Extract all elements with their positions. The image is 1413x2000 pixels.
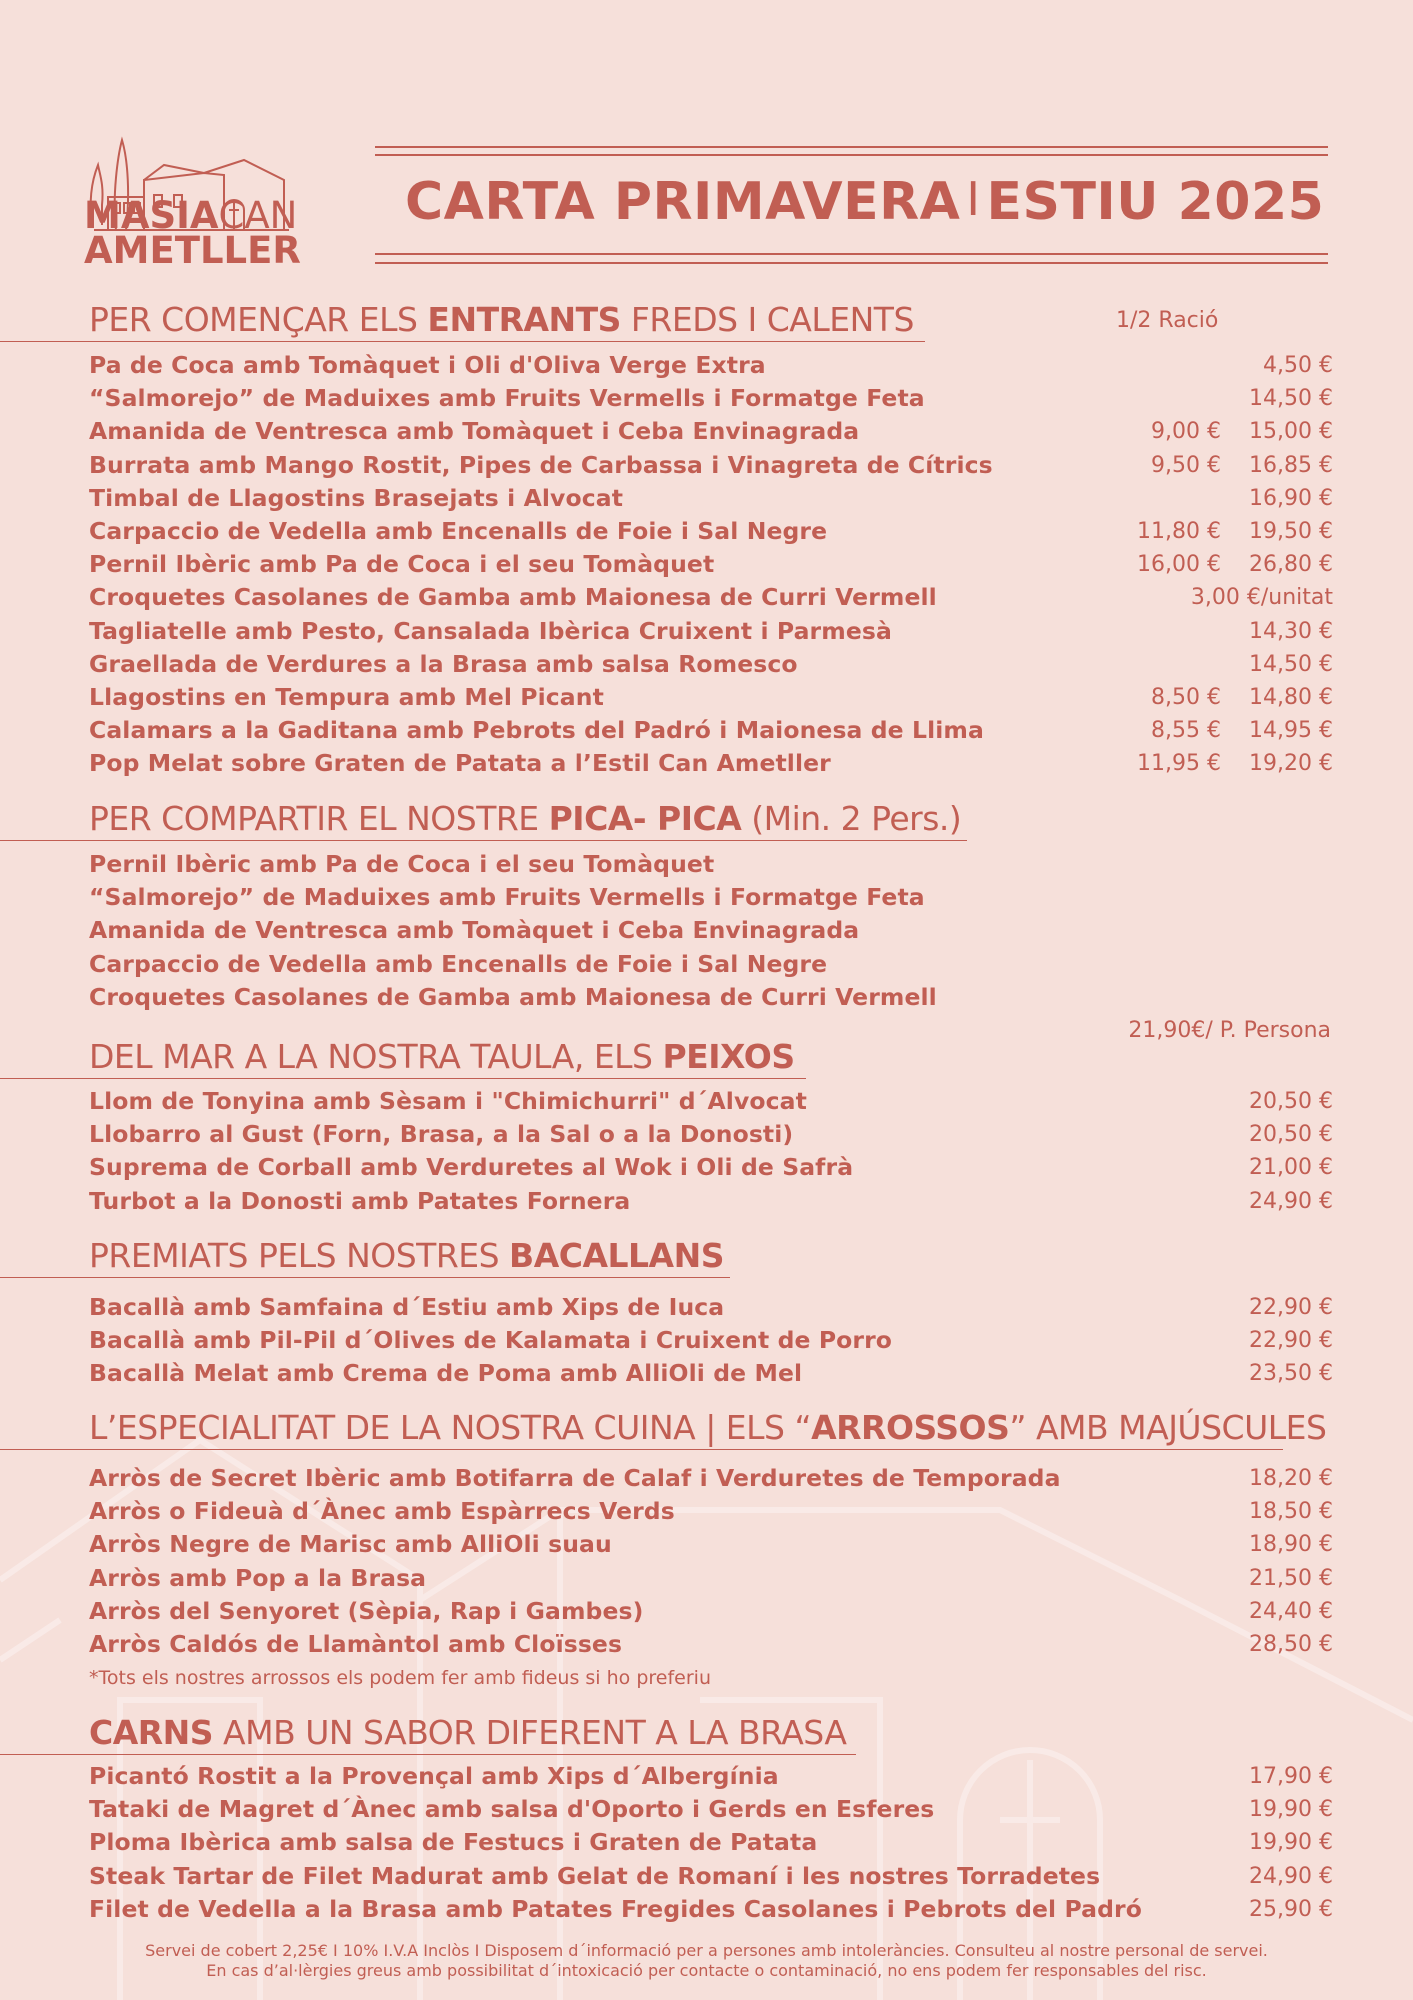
- menu-item-row: [89, 1628, 1333, 1661]
- dish-price: 22,90 €: [1249, 1328, 1333, 1354]
- menu-item-row: [89, 848, 1333, 881]
- full-price: 14,50 €: [1249, 651, 1333, 677]
- picapica-price: 21,90€/ P. Persona: [1128, 1018, 1331, 1043]
- full-price: 4,50 €: [1263, 353, 1333, 378]
- dish-price: 20,50 €: [1249, 1089, 1333, 1114]
- half-price: 11,95 €: [1137, 751, 1221, 777]
- menu-item-row: [89, 1185, 1333, 1218]
- dish-name: Turbot a la Donosti amb Patates Fornera: [89, 1186, 631, 1215]
- dish-price: 18,20 €: [1249, 1466, 1333, 1491]
- footer-line-2: En cas d’al·lèrgies greus amb possibilitat d´intoxicació per contacte o contaminació, no ens podem fer responsables del risc.: [206, 1961, 1207, 1980]
- dish-price: 17,90 €: [1249, 1764, 1333, 1789]
- dish-name: Amanida de Ventresca amb Tomàquet i Ceba Envinagrada: [89, 417, 860, 446]
- full-price: 15,00 €: [1249, 419, 1333, 445]
- half-price: 9,00 €: [1151, 419, 1221, 445]
- menu-item-row: [89, 1085, 1333, 1118]
- title-rule-top-2: [375, 154, 1328, 156]
- dish-name: Croquetes Casolanes de Gamba amb Maionesa de Curri Vermell: [89, 982, 937, 1011]
- dish-price: 19,90 €: [1249, 1830, 1333, 1856]
- dish-name: Carpaccio de Vedella amb Encenalls de Foie i Sal Negre: [89, 949, 828, 978]
- full-price: 16,85 €: [1249, 452, 1333, 478]
- dish-name: Suprema de Corball amb Verduretes al Wok i Oli de Safrà: [89, 1153, 854, 1182]
- dish-name: Arròs de Secret Ibèric amb Botifarra de Calaf i Verduretes de Temporada: [89, 1464, 1061, 1492]
- menu-item-row: [89, 1357, 1333, 1390]
- arrossos-list: [89, 1462, 1333, 1661]
- picapica-list: [89, 848, 1333, 1014]
- half-ration-header: 1/2 Ració: [1116, 308, 1219, 333]
- dish-price: 28,50 €: [1249, 1631, 1333, 1657]
- dish-name: Picantó Rostit a la Provençal amb Xips d´Albergínia: [89, 1762, 779, 1790]
- menu-item-row: [89, 648, 1333, 681]
- half-price: 9,50 €: [1151, 452, 1221, 478]
- menu-item-row: [89, 681, 1333, 714]
- title-rule-bottom-1: [375, 253, 1328, 255]
- menu-item-row: [89, 1291, 1333, 1324]
- dish-name: Burrata amb Mango Rostit, Pipes de Carbassa i Vinagreta de Cítrics: [89, 450, 993, 479]
- dish-name: Bacallà amb Samfaina d´Estiu amb Xips de Iuca: [89, 1293, 725, 1321]
- dish-price: 21,50 €: [1249, 1565, 1333, 1591]
- dish-name: Tataki de Magret d´Ànec amb salsa d'Oporto i Gerds en Esferes: [89, 1795, 935, 1824]
- dish-name: Steak Tartar de Filet Madurat amb Gelat de Romaní i les nostres Torradetes: [89, 1861, 1101, 1890]
- dish-name: Arròs amb Pop a la Brasa: [89, 1563, 427, 1592]
- dish-name: Llobarro al Gust (Forn, Brasa, a la Sal o a la Donosti): [89, 1120, 794, 1149]
- menu-item-row: [89, 1495, 1333, 1528]
- menu-item-row: [89, 1893, 1333, 1926]
- menu-item-row: [89, 581, 1333, 614]
- arrossos-note: *Tots els nostres arrossos els podem fer amb fideus si ho preferiu: [89, 1667, 711, 1689]
- menu-item-row: [89, 1595, 1333, 1628]
- menu-item-row: [89, 449, 1333, 482]
- dish-name: Llagostins en Tempura amb Mel Picant: [89, 682, 604, 711]
- dish-name: Timbal de Llagostins Brasejats i Alvocat: [89, 483, 624, 512]
- menu-item-row: [89, 1151, 1333, 1184]
- full-price: 19,50 €: [1249, 518, 1333, 544]
- full-price: 16,90 €: [1249, 485, 1333, 511]
- menu-item-row: [89, 881, 1333, 914]
- menu-item-row: [89, 548, 1333, 581]
- section-title: DEL MAR A LA NOSTRA TAULA, ELS PEIXOS: [0, 1037, 806, 1079]
- dish-price: 21,00 €: [1249, 1155, 1333, 1181]
- dish-price: 23,50 €: [1249, 1361, 1333, 1387]
- title-rule-bottom-2: [375, 262, 1328, 264]
- dish-name: Filet de Vedella a la Brasa amb Patates Fregides Casolanes i Pebrots del Padró: [89, 1894, 1142, 1923]
- menu-item-row: [89, 747, 1333, 780]
- dish-name: “Salmorejo” de Maduixes amb Fruits Vermells i Formatge Feta: [89, 883, 925, 912]
- menu-item-row: [89, 1760, 1333, 1793]
- menu-item-row: [89, 1462, 1333, 1495]
- dish-price: 22,90 €: [1249, 1295, 1333, 1320]
- section-peixos: [0, 1037, 806, 1079]
- full-price: 14,50 €: [1249, 386, 1333, 412]
- dish-price: 18,50 €: [1249, 1499, 1333, 1525]
- dish-price: 24,40 €: [1249, 1598, 1333, 1624]
- dish-price: 20,50 €: [1249, 1122, 1333, 1148]
- section-title: PREMIATS PELS NOSTRES BACALLANS: [0, 1236, 730, 1278]
- dish-name: “Salmorejo” de Maduixes amb Fruits Vermells i Formatge Feta: [89, 384, 925, 413]
- dish-name: Llom de Tonyina amb Sèsam i "Chimichurri" d´Alvocat: [89, 1087, 807, 1115]
- full-price: 14,30 €: [1249, 618, 1333, 644]
- menu-item-row: [89, 349, 1333, 382]
- menu-item-row: [89, 1826, 1333, 1859]
- bacallans-list: [89, 1291, 1333, 1391]
- dish-name: Amanida de Ventresca amb Tomàquet i Ceba Envinagrada: [89, 916, 860, 945]
- dish-name: Carpaccio de Vedella amb Encenalls de Foie i Sal Negre: [89, 516, 828, 545]
- half-price: 8,50 €: [1151, 684, 1221, 710]
- carns-list: [89, 1760, 1333, 1926]
- dish-name: Pop Melat sobre Graten de Patata a l’Estil Can Ametller: [89, 749, 831, 778]
- menu-item-row: [89, 1562, 1333, 1595]
- dish-name: Calamars a la Gaditana amb Pebrots del Padró i Maionesa de Llima: [89, 716, 984, 745]
- dish-name: Ploma Ibèrica amb salsa de Festucs i Graten de Patata: [89, 1828, 818, 1857]
- section-title: PER COMENÇAR ELS ENTRANTS FREDS I CALENTS: [0, 300, 925, 342]
- dish-price: 19,90 €: [1249, 1797, 1333, 1823]
- dish-name: Graellada de Verdures a la Brasa amb salsa Romesco: [89, 649, 798, 678]
- menu-item-row: [89, 981, 1333, 1014]
- menu-item-row: [89, 382, 1333, 415]
- dish-name: Pa de Coca amb Tomàquet i Oli d'Oliva Verge Extra: [89, 351, 766, 379]
- unit-price: 3,00 €/unitat: [1190, 585, 1333, 611]
- dish-price: 25,90 €: [1249, 1896, 1333, 1922]
- section-title: CARNS AMB UN SABOR DIFERENT A LA BRASA: [0, 1713, 856, 1755]
- full-price: 19,20 €: [1249, 751, 1333, 777]
- section-carns: [0, 1713, 856, 1755]
- dish-price: 18,90 €: [1249, 1532, 1333, 1558]
- full-price: 26,80 €: [1249, 552, 1333, 578]
- dish-name: Arròs o Fideuà d´Ànec amb Espàrrecs Verds: [89, 1497, 675, 1526]
- half-price: 16,00 €: [1137, 552, 1221, 578]
- entrants-list: [89, 349, 1333, 780]
- dish-name: Arròs del Senyoret (Sèpia, Rap i Gambes): [89, 1596, 644, 1625]
- page-title: CARTA PRIMAVERA I ESTIU 2025: [405, 172, 1325, 232]
- menu-item-row: [89, 948, 1333, 981]
- full-price: 14,80 €: [1249, 684, 1333, 710]
- dish-name: Bacallà Melat amb Crema de Poma amb AlliOli de Mel: [89, 1359, 803, 1388]
- section-picapica: [0, 799, 967, 841]
- section-title: L’ESPECIALITAT DE LA NOSTRA CUINA | ELS “ARROSSOS” AMB MAJÚSCULES: [0, 1408, 1283, 1450]
- menu-item-row: [89, 615, 1333, 648]
- title-rule-top-1: [375, 146, 1328, 148]
- section-arrossos: [0, 1408, 1327, 1450]
- dish-name: Croquetes Casolanes de Gamba amb Maionesa de Curri Vermell: [89, 583, 937, 612]
- full-price: 14,95 €: [1249, 718, 1333, 744]
- peixos-list: [89, 1085, 1333, 1218]
- section-title: PER COMPARTIR EL NOSTRE PICA- PICA (Min. 2 Pers.): [0, 799, 967, 841]
- menu-item-row: [89, 914, 1333, 947]
- section-bacallans: [0, 1236, 730, 1278]
- half-price: 11,80 €: [1137, 518, 1221, 544]
- section-entrants: [0, 300, 925, 342]
- menu-item-row: [89, 1118, 1333, 1151]
- dish-price: 24,90 €: [1249, 1188, 1333, 1214]
- menu-item-row: [89, 415, 1333, 448]
- half-price: 8,55 €: [1151, 718, 1221, 744]
- menu-item-row: [89, 515, 1333, 548]
- dish-name: Pernil Ibèric amb Pa de Coca i el seu Tomàquet: [89, 550, 715, 579]
- dish-name: Arròs Caldós de Llamàntol amb Cloïsses: [89, 1629, 623, 1658]
- menu-item-row: [89, 482, 1333, 515]
- menu-item-row: [89, 1528, 1333, 1561]
- menu-item-row: [89, 1860, 1333, 1893]
- logo-wordmark: MASIACAN AMETLLER: [84, 194, 301, 272]
- menu-item-row: [89, 714, 1333, 747]
- dish-price: 24,90 €: [1249, 1863, 1333, 1889]
- footer-line-1: Servei de cobert 2,25€ I 10% I.V.A Inclòs I Disposem d´informació per a persones amb intoleràncies. Consulteu al nostre personal de servei.: [145, 1941, 1268, 1960]
- dish-name: Arròs Negre de Marisc amb AlliOli suau: [89, 1530, 612, 1559]
- dish-name: Pernil Ibèric amb Pa de Coca i el seu Tomàquet: [89, 850, 715, 878]
- dish-name: Bacallà amb Pil-Pil d´Olives de Kalamata i Cruixent de Porro: [89, 1326, 893, 1355]
- menu-item-row: [89, 1324, 1333, 1357]
- dish-name: Tagliatelle amb Pesto, Cansalada Ibèrica Cruixent i Parmesà: [89, 616, 892, 645]
- menu-item-row: [89, 1793, 1333, 1826]
